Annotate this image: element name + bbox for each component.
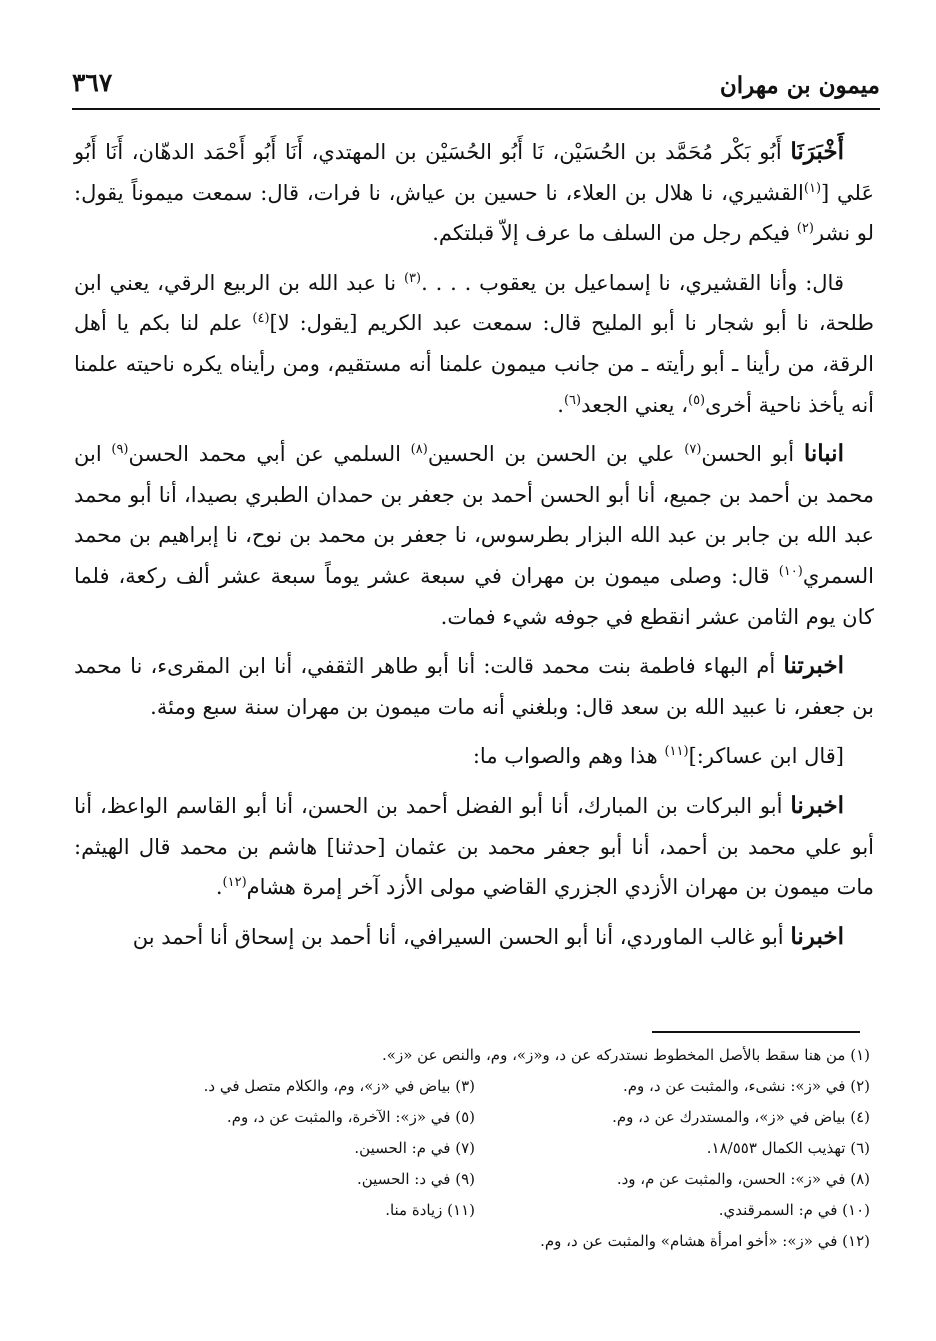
footnote-marker[interactable]: (١٠) (778, 563, 803, 579)
footnote-marker[interactable]: (٥) (687, 392, 706, 408)
footnote-2: (٢) في «ز»: نشىء، والمثبت عن د، وم. (622, 1077, 870, 1095)
footnote-4: (٤) بياض في «ز»، والمستدرك عن د، وم. (612, 1108, 870, 1126)
footnote-10: (١٠) في م: السمرقندي. (718, 1201, 870, 1219)
paragraph-3 (74, 434, 874, 637)
paragraph-text: ابن محمد بن أحمد بن جميع، أنا أبو الحسن أحمد بن جعفر بن حمدان الطبري بصيدا، أنا أبو محمد عبد الله بن جابر بن عبد الله البزار بطرسوس، نا جعفر بن محمد بن نوح، نا إبراهيم بن محمد السمري (74, 442, 874, 588)
footnote-1: (١) من هنا سقط بالأصل المخطوط نستدركه عن د، و«ز»، وم، والنص عن «ز». (382, 1046, 870, 1064)
paragraph-text: [قال ابن عساكر:] (688, 744, 844, 769)
footnote-marker[interactable]: (١١) (664, 744, 689, 760)
header-rule (72, 108, 880, 110)
footnote-row (80, 1102, 870, 1133)
paragraph-text: أبو البركات بن المبارك، أنا أبو الفضل أحمد بن الحسن، أنا أبو القاسم الواعظ، أنا أبو علي محمد بن أحمد، أنا أبو جعفر محمد بن عثمان [حدثنا] هاشم بن محمد قال الهيثم: مات ميمون بن مهران الأزدي الجزري القاضي مولى الأزد آخر إمرة هشام (74, 793, 874, 900)
paragraph-6 (74, 786, 874, 908)
footnote-7: (٧) في م: الحسين. (354, 1139, 475, 1157)
paragraph-lead: اخبرنا (790, 922, 844, 950)
paragraph-text: أبو الحسن (701, 442, 795, 467)
footnote-marker[interactable]: (٩) (111, 442, 129, 458)
footnote-marker[interactable]: (١) (803, 180, 822, 196)
footnote-5: (٥) في «ز»: الآخرة، والمثبت عن د، وم. (226, 1108, 475, 1126)
paragraph-text: . (557, 392, 564, 417)
footnote-marker[interactable]: (٦) (563, 392, 582, 408)
paragraph-text: فيكم رجل من السلف ما عرف إلاّ قبلتكم. (432, 221, 791, 246)
footnote-row (80, 1226, 870, 1257)
page-header (72, 62, 880, 110)
paragraph-text: أبو غالب الماوردي، أنا أبو الحسن السيرافي، أنا أحمد بن إسحاق أنا أحمد بن (132, 924, 784, 949)
footnote-marker[interactable]: (١٢) (222, 875, 247, 891)
paragraph-text: أَبُو بَكْر مُحَمَّد بن الحُسَيْن، نَا أَبُو الحُسَيْن بن المهتدي، أَنَا أَبُو أَحْمَد الدهّان، أَنَا أَبُو عَلي [ (74, 140, 874, 205)
paragraph-lead: انبانا (803, 440, 844, 468)
paragraph-text: نا عبد الله بن الربيع الرقي، يعني ابن طلحة، نا أبو شجار نا أبو المليح قال: سمعت عبد الكريم [يقول: لا] (74, 270, 874, 336)
paragraph-text: . (215, 875, 223, 900)
footnote-9: (٩) في د: الحسين. (357, 1170, 475, 1188)
footnote-8: (٨) في «ز»: الحسن، والمثبت عن م، ود. (616, 1170, 870, 1188)
footnote-row (80, 1133, 870, 1164)
paragraph-text: علي بن الحسن بن الحسين (427, 442, 675, 467)
paragraph-lead: اخبرتنا (783, 652, 844, 680)
footnote-row (80, 1164, 870, 1195)
paragraph-5 (74, 736, 874, 777)
paragraph-lead: أَخْبَرَنَا (790, 138, 844, 165)
paragraph-lead: اخبرنا (790, 791, 844, 819)
footnote-marker[interactable]: (٧) (684, 442, 702, 458)
footnote-separator (652, 1031, 860, 1033)
footnote-6: (٦) تهذيب الكمال ١٨/٥٥٣. (706, 1139, 870, 1157)
footnote-row (80, 1040, 870, 1071)
footnote-11: (١١) زيادة منا. (385, 1201, 475, 1219)
paragraph-text: هذا وهم والصواب ما: (472, 744, 658, 769)
paragraph-1 (74, 132, 874, 254)
paragraph-2 (74, 263, 874, 425)
footnote-3: (٣) بياض في «ز»، وم، والكلام متصل في د. (203, 1077, 475, 1095)
footnotes (80, 1040, 870, 1257)
footnote-marker[interactable]: (٢) (796, 221, 814, 237)
paragraph-text: ، يعني الجعد (581, 392, 688, 417)
footnote-marker[interactable]: (٣) (403, 270, 422, 286)
footnote-marker[interactable]: (٨) (410, 442, 428, 458)
paragraph-text: قال: وصلى ميمون بن مهران في سبعة عشر يوماً سبعة عشر ألف ركعة، فلما كان يوم الثامن عشر انقطع في جوفه شيء فمات. (74, 563, 874, 629)
paragraph-text: أم البهاء فاطمة بنت محمد قالت: أنا أبو طاهر الثقفي، أنا ابن المقرىء، نا محمد بن جعفر، نا عبيد الله بن سعد قال: وبلغني أنه مات ميمون بن مهران سنة سبع ومئة. (74, 654, 874, 719)
paragraph-4 (74, 646, 874, 727)
footnote-row (80, 1195, 870, 1226)
paragraph-text: قال: وأنا القشيري، نا إسماعيل بن يعقوب . . . . (421, 270, 844, 295)
paragraph-text: السلمي عن أبي محمد الحسن (128, 442, 401, 467)
paragraph-7 (74, 917, 874, 958)
paragraph-text: القشيري، نا هلال بن العلاء، نا حسين بن عياش، نا فرات، قال: سمعت ميموناً يقول: لو نشر (74, 180, 874, 246)
footnote-marker[interactable]: (٤) (252, 311, 270, 327)
page-number: ٣٦٧ (72, 68, 113, 97)
main-text (74, 132, 874, 957)
paragraph-text: علم لنا بكم يا أهل الرقة، من رأينا ـ أبو رأيته ـ من جانب ميمون علمنا أنه مستقيم، ومن رأيناه يكره ناحيته علمنا أنه يأخذ ناحية أخرى (74, 311, 874, 417)
footnote-12: (١٢) في «ز»: «أخو امرأة هشام» والمثبت عن د، وم. (540, 1232, 870, 1250)
running-title: ميمون بن مهران (719, 72, 880, 99)
footnote-row (80, 1071, 870, 1102)
